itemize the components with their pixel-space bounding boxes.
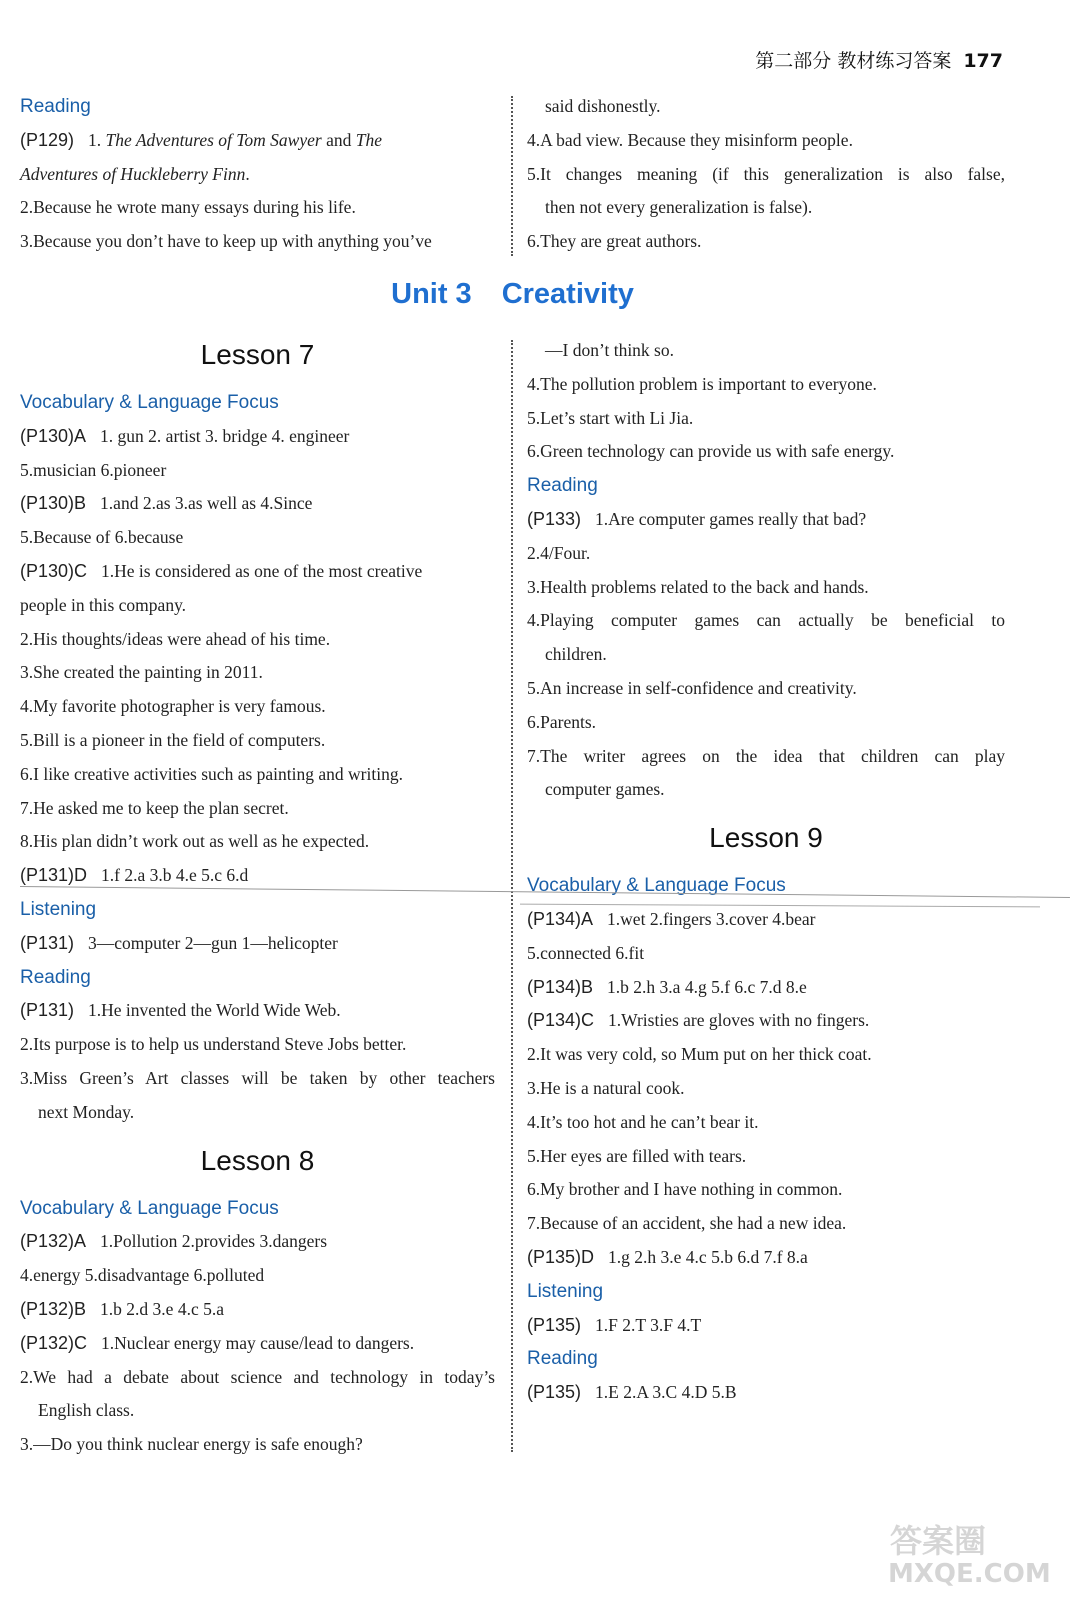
- answer-text: 1.wet 2.fingers 3.cover 4.bear: [607, 908, 816, 929]
- top-left-column: [20, 90, 495, 259]
- page-code: (P129): [20, 129, 75, 150]
- book-title-the: The: [355, 129, 382, 150]
- answer-text: 1.b 2.d 3.e 4.c 5.a: [100, 1298, 224, 1319]
- answer-line: 3.He is a natural cook.: [527, 1077, 685, 1098]
- page-code: (P132)B: [20, 1298, 87, 1319]
- answer-line: 5.It changes meaning (if this generalization is also false,: [527, 163, 1005, 184]
- answer-line: then not every generalization is false).: [545, 197, 813, 218]
- answer-line: 5.Because of 6.because: [20, 527, 184, 548]
- answer-line: 5.Let’s start with Li Jia.: [527, 407, 694, 428]
- exercise-b-line: [20, 487, 495, 521]
- answer-text: 1.and 2.as 3.as well as 4.Since: [100, 493, 313, 514]
- book-title-tom-sawyer: The Adventures of Tom Sawyer: [105, 129, 322, 150]
- conjunction-text: and: [321, 129, 356, 150]
- page-code: (P131): [20, 932, 75, 953]
- unit-title: [0, 278, 1025, 311]
- exercise-b-line: [527, 971, 1005, 1005]
- p129-answer-line: [20, 124, 495, 158]
- answer-line: 2.4/Four.: [527, 542, 591, 563]
- answer-number: 1.: [88, 129, 106, 150]
- p129-answer-line-2: [20, 158, 495, 192]
- answer-line: 5.Bill is a pioneer in the field of computers.: [20, 729, 326, 750]
- answer-line: 2.It was very cold, so Mum put on her thick coat.: [527, 1044, 872, 1065]
- page-code: (P131): [20, 1000, 75, 1021]
- reading-heading: Reading: [20, 96, 91, 117]
- answer-line: 3.Because you don’t have to keep up with anything you’ve: [20, 231, 432, 252]
- watermark-logo: [880, 1516, 1055, 1588]
- page-code: (P133): [527, 508, 582, 529]
- answer-text: 1.g 2.h 3.e 4.c 5.b 6.d 7.f 8.a: [608, 1246, 808, 1267]
- answer-text: 1.He is considered as one of the most creative: [101, 560, 423, 581]
- answer-line: 4.My favorite photographer is very famous.: [20, 696, 326, 717]
- answer-text: 1. gun 2. artist 3. bridge 4. engineer: [100, 425, 350, 446]
- page-code: (P135)D: [527, 1246, 595, 1267]
- page-code: (P134)C: [527, 1010, 595, 1031]
- listening-heading: Listening: [527, 1280, 604, 1302]
- listening-heading: Listening: [20, 898, 97, 920]
- page-header: [755, 46, 1003, 73]
- answer-line: 2.We had a debate about science and technology in today’s: [20, 1366, 495, 1387]
- answer-line: 6.I like creative activities such as painting and writing.: [20, 763, 403, 784]
- reading-answer-line: [20, 994, 495, 1028]
- vocabulary-heading: Vocabulary & Language Focus: [20, 392, 279, 413]
- answer-line: 4.A bad view. Because they misinform people.: [527, 129, 853, 150]
- answer-line: 6.They are great authors.: [527, 231, 702, 252]
- answer-line: 3.Miss Green’s Art classes will be taken by other teachers: [20, 1067, 495, 1088]
- answer-text: 1.E 2.A 3.C 4.D 5.B: [595, 1382, 737, 1403]
- exercise-a-line: [20, 1225, 495, 1259]
- answer-line: 8.His plan didn’t work out as well as he expected.: [20, 831, 370, 852]
- watermark-cn-text: 答案圈: [890, 1522, 987, 1560]
- answer-text: 1.F 2.T 3.F 4.T: [595, 1314, 702, 1335]
- answer-line: 7.He asked me to keep the plan secret.: [20, 797, 289, 818]
- answer-text: 1.f 2.a 3.b 4.e 5.c 6.d: [101, 865, 249, 886]
- answer-line: 5.musician 6.pioneer: [20, 459, 167, 480]
- page-code: (P132)A: [20, 1231, 87, 1252]
- answer-line: 6.Green technology can provide us with safe energy.: [527, 441, 895, 462]
- lesson-8-title: Lesson 8: [200, 1144, 315, 1176]
- answer-text: 1.Pollution 2.provides 3.dangers: [100, 1231, 328, 1252]
- page-number: 177: [963, 50, 1003, 72]
- page-code: (P135): [527, 1382, 582, 1403]
- listening-answer-line: [20, 927, 495, 961]
- page-code: (P134)A: [527, 908, 594, 929]
- answer-line: next Monday.: [38, 1101, 135, 1122]
- exercise-c-line: [20, 1327, 495, 1361]
- book-title-huckleberry-finn: Adventures of Huckleberry Finn: [20, 163, 246, 184]
- page-code: (P131)D: [20, 865, 88, 886]
- answer-line: English class.: [38, 1400, 135, 1421]
- answer-line: computer games.: [545, 779, 665, 800]
- reading-heading: Reading: [527, 1348, 598, 1370]
- answer-line: 3.She created the painting in 2011.: [20, 662, 263, 683]
- reading-heading: Reading: [527, 475, 598, 497]
- answer-line: 3.—Do you think nuclear energy is safe enough?: [20, 1434, 363, 1455]
- answer-line: 5.An increase in self-confidence and creativity.: [527, 677, 857, 698]
- answer-line: 5.Her eyes are filled with tears.: [527, 1145, 747, 1166]
- main-left-column: [20, 324, 495, 1462]
- answer-text: 1.Nuclear energy may cause/lead to dangers.: [101, 1332, 415, 1353]
- page-code: (P130)B: [20, 493, 87, 514]
- lesson-9-title: Lesson 9: [709, 822, 823, 854]
- page-code: (P130)A: [20, 425, 87, 446]
- period-text: .: [245, 163, 250, 184]
- unit-name: Creativity: [501, 278, 634, 310]
- reading-heading: Reading: [20, 966, 91, 988]
- answer-text: 1.Wristies are gloves with no fingers.: [608, 1010, 870, 1031]
- exercise-b-line: [20, 1293, 495, 1327]
- listening-answer-line: [527, 1309, 1005, 1343]
- reading-answer-line: [527, 1376, 1005, 1410]
- page-code: (P130)C: [20, 560, 88, 581]
- answer-line: 2.His thoughts/ideas were ahead of his time.: [20, 628, 331, 649]
- column-divider-top: [511, 96, 513, 256]
- exercise-c-line: [527, 1004, 1005, 1038]
- unit-number: Unit 3: [391, 278, 472, 310]
- main-right-column: [527, 334, 1005, 1410]
- top-right-column: [527, 90, 1005, 259]
- answer-line: —I don’t think so.: [545, 340, 674, 360]
- answer-text: 1.He invented the World Wide Web.: [88, 1000, 341, 1021]
- answer-line: 7.Because of an accident, she had a new idea.: [527, 1213, 847, 1234]
- vocabulary-heading: Vocabulary & Language Focus: [20, 1197, 279, 1219]
- answer-line: 4.energy 5.disadvantage 6.polluted: [20, 1265, 265, 1286]
- page-code: (P135): [527, 1314, 582, 1335]
- answer-line: children.: [545, 644, 607, 665]
- answer-line: said dishonestly.: [545, 96, 661, 116]
- exercise-a-line: [20, 420, 495, 454]
- answer-line: 4.Playing computer games can actually be beneficial to: [527, 610, 1005, 631]
- watermark-en-text: MXQE.COM: [888, 1559, 1051, 1588]
- page-code: (P134)B: [527, 976, 594, 997]
- page-code: (P132)C: [20, 1332, 88, 1353]
- header-section-title: 第二部分 教材练习答案: [755, 50, 952, 72]
- answer-line: 3.Health problems related to the back and hands.: [527, 576, 869, 597]
- answer-line: 6.My brother and I have nothing in common.: [527, 1179, 843, 1200]
- reading-answer-line: [527, 503, 1005, 537]
- answer-line: 7.The writer agrees on the idea that children can play: [527, 745, 1005, 766]
- column-divider-main: [511, 340, 513, 1452]
- exercise-d-line: [527, 1241, 1005, 1275]
- answer-line: 4.It’s too hot and he can’t bear it.: [527, 1111, 759, 1132]
- answer-text: 1.Are computer games really that bad?: [595, 508, 867, 529]
- answer-line: 5.connected 6.fit: [527, 942, 645, 963]
- answer-line: 6.Parents.: [527, 711, 597, 732]
- answer-line: 4.The pollution problem is important to everyone.: [527, 373, 877, 394]
- exercise-a-line: [527, 903, 1005, 937]
- vocabulary-heading: Vocabulary & Language Focus: [527, 875, 786, 897]
- answer-line: 2.Its purpose is to help us understand Steve Jobs better.: [20, 1034, 407, 1055]
- answer-text: 1.b 2.h 3.a 4.g 5.f 6.c 7.d 8.e: [607, 976, 807, 997]
- exercise-c-line: [20, 555, 495, 589]
- lesson-7-title: Lesson 7: [200, 339, 315, 370]
- answer-line: 2.Because he wrote many essays during his life.: [20, 197, 356, 218]
- answer-text: 3—computer 2—gun 1—helicopter: [88, 932, 338, 953]
- answer-line: people in this company.: [20, 594, 187, 615]
